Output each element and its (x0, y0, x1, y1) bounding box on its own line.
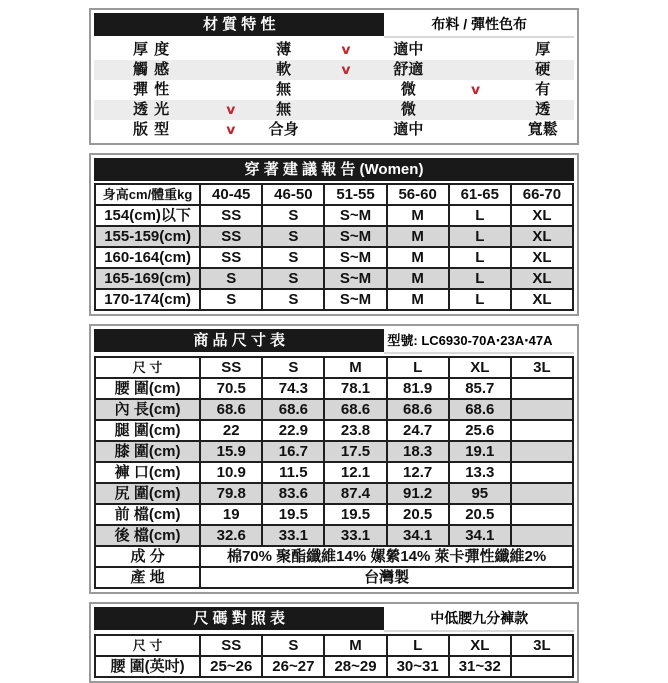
table-row (95, 525, 573, 546)
table-cell: 24.7 (387, 420, 449, 441)
table-row (95, 205, 573, 226)
table-header-row (95, 635, 573, 656)
table-cell: L (449, 268, 511, 289)
column-header: L (387, 635, 449, 656)
size-conversion-grid (94, 634, 574, 678)
row-label: 170-174(cm) (95, 289, 200, 310)
table-cell: 有 (535, 81, 551, 98)
table-cell: 83.6 (262, 483, 324, 504)
table-cell: 33.1 (324, 525, 386, 546)
table-cell: S (262, 289, 324, 310)
table-cell: 16.7 (262, 441, 324, 462)
table-cell: 微 (400, 81, 416, 98)
table-cell: S~M (324, 226, 386, 247)
column-header: M (324, 635, 386, 656)
table-cell: M (387, 268, 449, 289)
table-cell (511, 656, 573, 677)
table-cell: 81.9 (387, 378, 449, 399)
column-header: 51-55 (324, 184, 386, 205)
row-label: 膝 圍(cm) (95, 441, 200, 462)
material-rows (94, 40, 574, 140)
table-cell: L (449, 205, 511, 226)
table-cell: 68.6 (324, 399, 386, 420)
table-cell: 厚 (535, 41, 551, 58)
column-header: 尺 寸 (95, 635, 200, 656)
table-title: 商 品 尺 寸 表 (94, 329, 384, 352)
table-row (95, 289, 573, 310)
table-cell: XL (511, 247, 573, 268)
fit-guide-header (94, 158, 574, 181)
table-cell: 32.6 (200, 525, 262, 546)
table-title: 材 質 特 性 (94, 13, 384, 36)
table-cell: 87.4 (324, 483, 386, 504)
table-cell: M (387, 247, 449, 268)
material-table-header (94, 13, 574, 38)
row-label: 透 光 (133, 101, 171, 118)
table-cell (315, 60, 377, 80)
table-row (95, 247, 573, 268)
table-cell: M (387, 289, 449, 310)
check-icon: v (226, 122, 236, 138)
row-label: 尻 圍(cm) (95, 483, 200, 504)
fit-guide-grid (94, 183, 574, 311)
table-cell: 20.5 (449, 504, 511, 525)
row-label: 成 分 (95, 546, 200, 567)
column-header: SS (200, 357, 262, 378)
table-cell: 68.6 (200, 399, 262, 420)
table-cell: 70.5 (200, 378, 262, 399)
size-chart-header (94, 329, 574, 354)
table-cell: S (262, 226, 324, 247)
table-cell: 68.6 (387, 399, 449, 420)
table-cell: 33.1 (262, 525, 324, 546)
table-cell: M (387, 226, 449, 247)
table-header-row (95, 184, 573, 205)
table-cell (511, 378, 573, 399)
table-cell: S (200, 289, 262, 310)
row-label: 154(cm)以下 (95, 205, 200, 226)
table-cell: S~M (324, 205, 386, 226)
row-label: 165-169(cm) (95, 268, 200, 289)
table-cell: S (262, 268, 324, 289)
row-label: 彈 性 (133, 81, 171, 98)
table-cell: 34.1 (387, 525, 449, 546)
table-row (95, 268, 573, 289)
table-cell (209, 100, 252, 120)
table-cell: M (387, 205, 449, 226)
table-cell: 無 (276, 81, 292, 98)
column-header: M (324, 357, 386, 378)
column-header: 40-45 (200, 184, 262, 205)
table-cell: S~M (324, 289, 386, 310)
column-header: 3L (511, 635, 573, 656)
column-header: 身高cm/體重kg (95, 184, 200, 205)
row-label: 160-164(cm) (95, 247, 200, 268)
fit-guide-table (89, 153, 579, 316)
table-cell: 合身 (268, 121, 299, 138)
row-label: 腰 圍(英吋) (95, 656, 200, 677)
material-table (89, 8, 579, 145)
column-header: SS (200, 635, 262, 656)
model-number-label: 型號: LC6930-70A‧23A‧47A (384, 329, 574, 354)
row-label: 產 地 (95, 567, 200, 588)
row-label: 褲 口(cm) (95, 462, 200, 483)
table-title: 穿 著 建 議 報 告 (Women) (94, 158, 574, 181)
material-row (94, 60, 574, 80)
column-header: 3L (511, 357, 573, 378)
table-cell (440, 80, 512, 100)
table-cell: 台灣製 (200, 567, 573, 588)
table-cell (511, 462, 573, 483)
column-header: S (262, 635, 324, 656)
table-cell: 28~29 (324, 656, 386, 677)
table-cell: 20.5 (387, 504, 449, 525)
table-cell: 無 (276, 101, 292, 118)
table-cell: 透 (535, 101, 551, 118)
table-cell: 19.1 (449, 441, 511, 462)
row-label: 厚 度 (133, 41, 171, 58)
table-row (95, 420, 573, 441)
column-header: 56-60 (387, 184, 449, 205)
table-cell: 68.6 (262, 399, 324, 420)
table-cell: 78.1 (324, 378, 386, 399)
table-cell: 15.9 (200, 441, 262, 462)
table-row (95, 399, 573, 420)
table-cell: SS (200, 247, 262, 268)
table-cell: 25~26 (200, 656, 262, 677)
table-cell: 棉70% 聚酯纖維14% 嫘縈14% 萊卡彈性纖維2% (200, 546, 573, 567)
table-cell: 17.5 (324, 441, 386, 462)
table-cell: 薄 (276, 41, 292, 58)
table-cell: 適中 (393, 121, 424, 138)
table-cell: 12.1 (324, 462, 386, 483)
table-row (95, 656, 573, 677)
table-cell: XL (511, 268, 573, 289)
column-header: 61-65 (449, 184, 511, 205)
table-cell: 34.1 (449, 525, 511, 546)
table-cell (511, 525, 573, 546)
table-cell (511, 420, 573, 441)
material-row (94, 80, 574, 100)
size-chart-grid (94, 356, 574, 589)
table-cell: 31~32 (449, 656, 511, 677)
table-cell: 軟 (276, 61, 292, 78)
column-header: S (262, 357, 324, 378)
table-header-row (95, 357, 573, 378)
table-cell: 12.7 (387, 462, 449, 483)
row-label: 前 檔(cm) (95, 504, 200, 525)
table-cell: L (449, 289, 511, 310)
check-icon: v (341, 42, 351, 58)
table-cell: S~M (324, 268, 386, 289)
table-cell: 30~31 (387, 656, 449, 677)
table-cell: S (262, 205, 324, 226)
table-cell: 硬 (535, 61, 551, 78)
column-header: L (387, 357, 449, 378)
row-label: 觸 感 (133, 61, 171, 78)
table-row (95, 483, 573, 504)
check-icon: v (226, 102, 236, 118)
table-cell: XL (511, 205, 573, 226)
table-cell (511, 441, 573, 462)
table-cell (209, 120, 252, 140)
table-cell: S~M (324, 247, 386, 268)
table-row (95, 441, 573, 462)
table-cell: SS (200, 226, 262, 247)
table-cell (511, 483, 573, 504)
table-cell: L (449, 226, 511, 247)
table-cell (511, 504, 573, 525)
row-label: 版 型 (133, 121, 171, 138)
column-header: XL (449, 635, 511, 656)
table-cell: S (200, 268, 262, 289)
column-header: 46-50 (262, 184, 324, 205)
table-row (95, 462, 573, 483)
table-row (95, 546, 573, 567)
table-cell: 23.8 (324, 420, 386, 441)
table-cell: 寬鬆 (527, 121, 558, 138)
table-cell: XL (511, 289, 573, 310)
table-cell: 19 (200, 504, 262, 525)
table-cell: 18.3 (387, 441, 449, 462)
check-icon: v (341, 62, 351, 78)
row-label: 內 長(cm) (95, 399, 200, 420)
table-title: 尺 碼 對 照 表 (94, 607, 384, 630)
table-cell: L (449, 247, 511, 268)
table-cell: 22.9 (262, 420, 324, 441)
size-conversion-header (94, 607, 574, 632)
table-cell: 22 (200, 420, 262, 441)
table-row (95, 226, 573, 247)
table-row (95, 378, 573, 399)
table-cell: 13.3 (449, 462, 511, 483)
size-conversion-table (89, 602, 579, 683)
table-cell: 68.6 (449, 399, 511, 420)
table-cell: 10.9 (200, 462, 262, 483)
size-chart-table (89, 324, 579, 594)
table-cell: 19.5 (262, 504, 324, 525)
table-row (95, 567, 573, 588)
table-cell: 舒適 (393, 61, 424, 78)
material-row (94, 100, 574, 120)
table-subtitle: 布料 / 彈性色布 (384, 13, 574, 38)
table-cell: 微 (400, 101, 416, 118)
table-cell: 79.8 (200, 483, 262, 504)
table-cell: 85.7 (449, 378, 511, 399)
table-cell: 適中 (393, 41, 424, 58)
table-cell: XL (511, 226, 573, 247)
row-label: 腰 圍(cm) (95, 378, 200, 399)
table-cell: 11.5 (262, 462, 324, 483)
row-label: 腿 圍(cm) (95, 420, 200, 441)
column-header: 尺 寸 (95, 357, 200, 378)
check-icon: v (470, 82, 481, 98)
style-name-label: 中低腰九分褲款 (384, 607, 574, 632)
row-label: 155-159(cm) (95, 226, 200, 247)
table-cell: 91.2 (387, 483, 449, 504)
table-row (95, 504, 573, 525)
table-cell: 19.5 (324, 504, 386, 525)
table-cell (315, 40, 377, 60)
row-label: 後 檔(cm) (95, 525, 200, 546)
column-header: XL (449, 357, 511, 378)
table-cell: 26~27 (262, 656, 324, 677)
material-row (94, 40, 574, 60)
spec-sheet (89, 0, 579, 683)
table-cell: 95 (449, 483, 511, 504)
table-cell: SS (200, 205, 262, 226)
table-cell: 74.3 (262, 378, 324, 399)
table-cell (511, 399, 573, 420)
table-cell: S (262, 247, 324, 268)
table-cell: 25.6 (449, 420, 511, 441)
column-header: 66-70 (511, 184, 573, 205)
material-row (94, 120, 574, 140)
